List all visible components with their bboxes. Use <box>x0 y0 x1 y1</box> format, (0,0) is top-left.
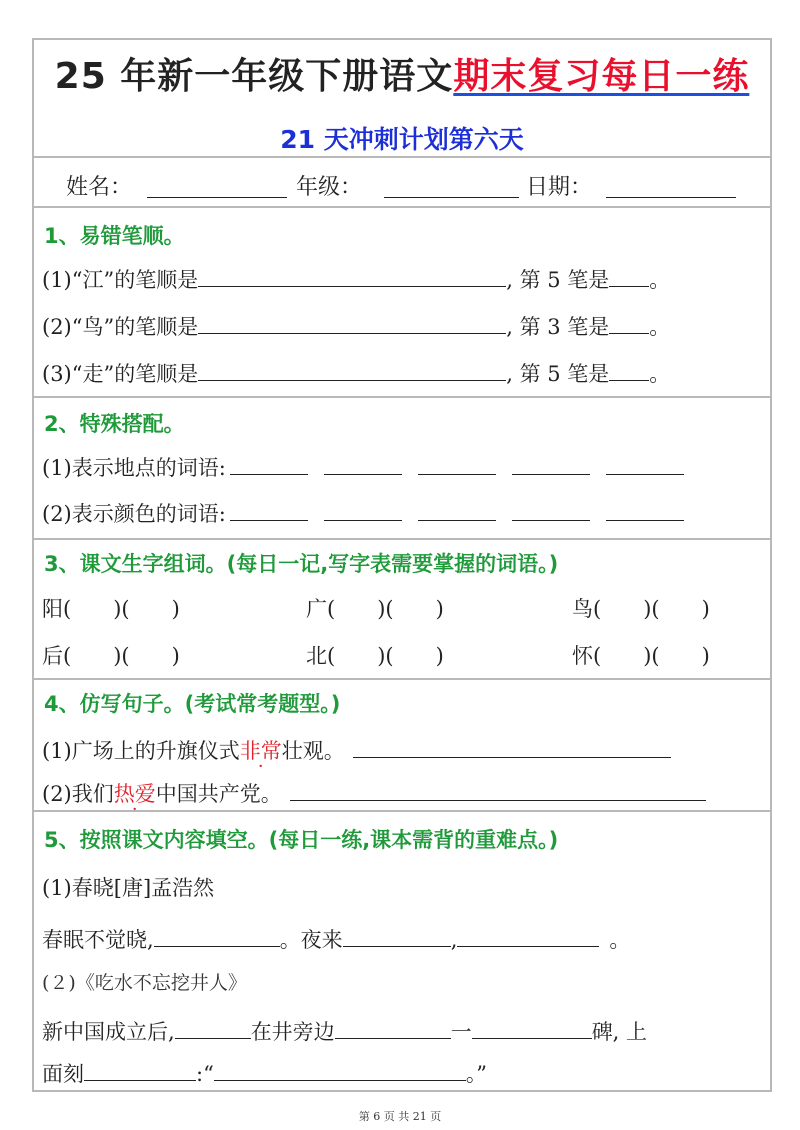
story-line-1: 新中国成立后, 在井旁边 一 碑, 上 <box>42 1020 648 1044</box>
blank[interactable] <box>609 285 649 287</box>
section-3-heading: 3、课文生字组词。(每日一记,写字表需要掌握的词语。) <box>44 552 559 576</box>
char-item: 怀( )( ) <box>572 644 710 668</box>
section-2-heading: 2、特殊搭配。 <box>44 412 185 436</box>
char-item: 后( )( ) <box>42 644 180 668</box>
name-blank[interactable] <box>147 196 287 198</box>
blank[interactable] <box>324 473 402 475</box>
header-section <box>34 40 770 158</box>
section-recitation <box>34 812 770 1094</box>
blank[interactable] <box>230 473 308 475</box>
blank[interactable] <box>609 379 649 381</box>
char-item: 鸟( )( ) <box>572 597 710 621</box>
blank[interactable] <box>175 1037 251 1039</box>
section-1-heading: 1、易错笔顺。 <box>44 224 185 248</box>
char-item: 北( )( ) <box>306 644 444 668</box>
blank[interactable] <box>609 332 649 334</box>
section-word-groups <box>34 540 770 680</box>
blank[interactable] <box>472 1037 592 1039</box>
char-item: 阳( )( ) <box>42 597 180 621</box>
page-title <box>34 48 770 99</box>
blank[interactable] <box>84 1079 196 1081</box>
blank[interactable] <box>154 945 280 947</box>
blank[interactable] <box>606 519 684 521</box>
blank[interactable] <box>606 473 684 475</box>
blank[interactable] <box>512 473 590 475</box>
highlight-word: 非常 <box>239 739 282 763</box>
title-red: 期末复习每日一练 <box>453 56 750 97</box>
blank[interactable] <box>198 285 506 287</box>
blank[interactable] <box>214 1079 466 1081</box>
grade-blank[interactable] <box>384 196 519 198</box>
answer-line[interactable] <box>353 756 671 758</box>
grade-label: 年级： <box>296 175 363 200</box>
poem-line: 春眠不觉晓, 。夜来 , 。 <box>42 928 631 952</box>
page-subtitle: 21 天冲刺计划第六天 <box>280 125 524 154</box>
info-section <box>34 158 770 208</box>
name-label: 姓名： <box>66 175 133 200</box>
blank[interactable] <box>230 519 308 521</box>
imitate-item-2: (2)我们热爱中国共产党。 <box>42 778 706 808</box>
char-item: 广( )( ) <box>306 597 444 621</box>
page-number: 第 6 页 共 21 页 <box>358 1110 442 1123</box>
blank[interactable] <box>343 945 451 947</box>
section-4-heading: 4、仿写句子。(考试常考题型。) <box>44 692 341 716</box>
blank[interactable] <box>324 519 402 521</box>
highlight-word: 热爱 <box>113 782 156 806</box>
blank[interactable] <box>198 379 506 381</box>
worksheet-page <box>32 38 772 1092</box>
stroke-item-1: (1)“江”的笔顺是 , 第 5 笔是 。 <box>42 268 671 292</box>
date-label: 日期： <box>526 175 593 200</box>
date-blank[interactable] <box>606 196 736 198</box>
section-stroke-order <box>34 208 770 398</box>
blank[interactable] <box>457 945 599 947</box>
poem-title: (1)春晓[唐]孟浩然 <box>42 876 215 900</box>
section-imitate-sentences <box>34 680 770 812</box>
section-5-heading: 5、按照课文内容填空。(每日一练,课本需背的重难点。) <box>44 828 559 852</box>
section-collocation <box>34 398 770 540</box>
stroke-item-3: (3)“走”的笔顺是 , 第 5 笔是 。 <box>42 362 671 386</box>
collocation-place: (1)表示地点的词语: <box>42 452 684 482</box>
blank[interactable] <box>335 1037 451 1039</box>
blank[interactable] <box>418 519 496 521</box>
collocation-color: (2)表示颜色的词语: <box>42 498 684 528</box>
story-line-2: 面刻 :“ 。” <box>42 1062 488 1086</box>
story-title: (２)《吃水不忘挖井人》 <box>42 972 247 994</box>
blank[interactable] <box>512 519 590 521</box>
stroke-item-2: (2)“鸟”的笔顺是 , 第 3 笔是 。 <box>42 315 671 339</box>
blank[interactable] <box>418 473 496 475</box>
blank[interactable] <box>198 332 506 334</box>
imitate-item-1: (1)广场上的升旗仪式非常壮观。 <box>42 735 671 765</box>
answer-line[interactable] <box>290 799 706 801</box>
title-black: 25 年新一年级下册语文 <box>54 56 454 97</box>
